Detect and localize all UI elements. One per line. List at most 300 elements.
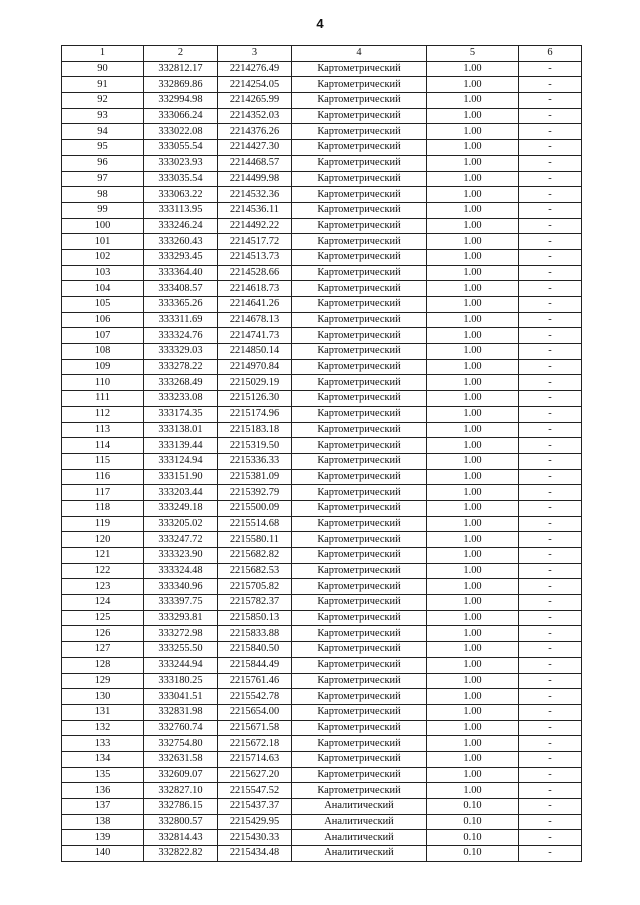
- y-coordinate-cell: 2215434.48: [218, 846, 292, 862]
- x-coordinate-cell: 333247.72: [144, 532, 218, 548]
- method-cell: Картометрический: [292, 704, 427, 720]
- y-coordinate-cell: 2215654.00: [218, 704, 292, 720]
- y-coordinate-cell: 2214376.26: [218, 124, 292, 140]
- point-number-cell: 140: [62, 846, 144, 862]
- note-cell: -: [519, 846, 582, 862]
- accuracy-cell: 1.00: [427, 359, 519, 375]
- accuracy-cell: 0.10: [427, 814, 519, 830]
- y-coordinate-cell: 2215714.63: [218, 751, 292, 767]
- table-row: [62, 720, 582, 736]
- point-number-cell: 138: [62, 814, 144, 830]
- accuracy-cell: 1.00: [427, 657, 519, 673]
- note-cell: -: [519, 406, 582, 422]
- point-number-cell: 110: [62, 375, 144, 391]
- accuracy-cell: 1.00: [427, 626, 519, 642]
- table-header-row: [62, 46, 582, 62]
- method-cell: Картометрический: [292, 391, 427, 407]
- note-cell: -: [519, 171, 582, 187]
- note-cell: -: [519, 93, 582, 109]
- method-cell: Картометрический: [292, 202, 427, 218]
- accuracy-cell: 1.00: [427, 453, 519, 469]
- coordinates-table: [61, 45, 582, 862]
- method-cell: Картометрический: [292, 453, 427, 469]
- note-cell: -: [519, 328, 582, 344]
- y-coordinate-cell: 2215682.82: [218, 548, 292, 564]
- x-coordinate-cell: 333293.45: [144, 249, 218, 265]
- note-cell: -: [519, 736, 582, 752]
- note-cell: -: [519, 579, 582, 595]
- accuracy-cell: 1.00: [427, 108, 519, 124]
- x-coordinate-cell: 333041.51: [144, 689, 218, 705]
- method-cell: Картометрический: [292, 140, 427, 156]
- point-number-cell: 104: [62, 281, 144, 297]
- accuracy-cell: 1.00: [427, 751, 519, 767]
- x-coordinate-cell: 332814.43: [144, 830, 218, 846]
- y-coordinate-cell: 2214536.11: [218, 202, 292, 218]
- method-cell: Картометрический: [292, 783, 427, 799]
- x-coordinate-cell: 333174.35: [144, 406, 218, 422]
- method-cell: Аналитический: [292, 830, 427, 846]
- note-cell: -: [519, 391, 582, 407]
- x-coordinate-cell: 333063.22: [144, 187, 218, 203]
- point-number-cell: 129: [62, 673, 144, 689]
- column-header: 2: [144, 46, 218, 62]
- note-cell: -: [519, 830, 582, 846]
- table-row: [62, 783, 582, 799]
- note-cell: -: [519, 485, 582, 501]
- method-cell: Картометрический: [292, 720, 427, 736]
- point-number-cell: 116: [62, 469, 144, 485]
- accuracy-cell: 1.00: [427, 61, 519, 77]
- point-number-cell: 130: [62, 689, 144, 705]
- x-coordinate-cell: 333055.54: [144, 140, 218, 156]
- note-cell: -: [519, 438, 582, 454]
- accuracy-cell: 1.00: [427, 642, 519, 658]
- y-coordinate-cell: 2215430.33: [218, 830, 292, 846]
- x-coordinate-cell: 333340.96: [144, 579, 218, 595]
- table-row: [62, 736, 582, 752]
- point-number-cell: 100: [62, 218, 144, 234]
- table-row: [62, 108, 582, 124]
- note-cell: -: [519, 657, 582, 673]
- table-body: [62, 61, 582, 861]
- point-number-cell: 131: [62, 704, 144, 720]
- point-number-cell: 101: [62, 234, 144, 250]
- y-coordinate-cell: 2214641.26: [218, 297, 292, 313]
- method-cell: Картометрический: [292, 297, 427, 313]
- method-cell: Картометрический: [292, 328, 427, 344]
- method-cell: Картометрический: [292, 673, 427, 689]
- y-coordinate-cell: 2215319.50: [218, 438, 292, 454]
- method-cell: Картометрический: [292, 234, 427, 250]
- x-coordinate-cell: 333022.08: [144, 124, 218, 140]
- point-number-cell: 112: [62, 406, 144, 422]
- accuracy-cell: 1.00: [427, 391, 519, 407]
- point-number-cell: 114: [62, 438, 144, 454]
- method-cell: Аналитический: [292, 799, 427, 815]
- y-coordinate-cell: 2215514.68: [218, 516, 292, 532]
- x-coordinate-cell: 333113.95: [144, 202, 218, 218]
- method-cell: Картометрический: [292, 657, 427, 673]
- point-number-cell: 123: [62, 579, 144, 595]
- y-coordinate-cell: 2215833.88: [218, 626, 292, 642]
- point-number-cell: 134: [62, 751, 144, 767]
- note-cell: -: [519, 265, 582, 281]
- accuracy-cell: 1.00: [427, 422, 519, 438]
- method-cell: Картометрический: [292, 469, 427, 485]
- y-coordinate-cell: 2215782.37: [218, 595, 292, 611]
- x-coordinate-cell: 333329.03: [144, 344, 218, 360]
- note-cell: -: [519, 720, 582, 736]
- x-coordinate-cell: 333268.49: [144, 375, 218, 391]
- y-coordinate-cell: 2215850.13: [218, 610, 292, 626]
- table-row: [62, 155, 582, 171]
- accuracy-cell: 1.00: [427, 438, 519, 454]
- method-cell: Картометрический: [292, 61, 427, 77]
- method-cell: Картометрический: [292, 485, 427, 501]
- x-coordinate-cell: 332812.17: [144, 61, 218, 77]
- note-cell: -: [519, 548, 582, 564]
- column-header: 1: [62, 46, 144, 62]
- method-cell: Картометрический: [292, 155, 427, 171]
- table-row: [62, 689, 582, 705]
- note-cell: -: [519, 516, 582, 532]
- accuracy-cell: 1.00: [427, 720, 519, 736]
- method-cell: Картометрический: [292, 438, 427, 454]
- method-cell: Картометрический: [292, 187, 427, 203]
- accuracy-cell: 1.00: [427, 548, 519, 564]
- note-cell: -: [519, 767, 582, 783]
- column-header: 4: [292, 46, 427, 62]
- note-cell: -: [519, 814, 582, 830]
- x-coordinate-cell: 333205.02: [144, 516, 218, 532]
- table-row: [62, 77, 582, 93]
- table-row: [62, 657, 582, 673]
- point-number-cell: 107: [62, 328, 144, 344]
- table-row: [62, 799, 582, 815]
- table-row: [62, 532, 582, 548]
- note-cell: -: [519, 312, 582, 328]
- table-row: [62, 218, 582, 234]
- point-number-cell: 124: [62, 595, 144, 611]
- note-cell: -: [519, 281, 582, 297]
- x-coordinate-cell: 333203.44: [144, 485, 218, 501]
- y-coordinate-cell: 2214276.49: [218, 61, 292, 77]
- y-coordinate-cell: 2215761.46: [218, 673, 292, 689]
- method-cell: Картометрический: [292, 77, 427, 93]
- table-row: [62, 140, 582, 156]
- table-row: [62, 453, 582, 469]
- method-cell: Картометрический: [292, 93, 427, 109]
- point-number-cell: 93: [62, 108, 144, 124]
- note-cell: -: [519, 297, 582, 313]
- x-coordinate-cell: 332760.74: [144, 720, 218, 736]
- accuracy-cell: 1.00: [427, 77, 519, 93]
- point-number-cell: 117: [62, 485, 144, 501]
- accuracy-cell: 1.00: [427, 171, 519, 187]
- table-row: [62, 281, 582, 297]
- point-number-cell: 92: [62, 93, 144, 109]
- method-cell: Картометрический: [292, 610, 427, 626]
- y-coordinate-cell: 2215580.11: [218, 532, 292, 548]
- point-number-cell: 125: [62, 610, 144, 626]
- table-row: [62, 124, 582, 140]
- x-coordinate-cell: 332631.58: [144, 751, 218, 767]
- y-coordinate-cell: 2215336.33: [218, 453, 292, 469]
- table-row: [62, 830, 582, 846]
- method-cell: Картометрический: [292, 516, 427, 532]
- page-number: 4: [316, 16, 324, 31]
- y-coordinate-cell: 2215174.96: [218, 406, 292, 422]
- y-coordinate-cell: 2215392.79: [218, 485, 292, 501]
- method-cell: Картометрический: [292, 375, 427, 391]
- point-number-cell: 109: [62, 359, 144, 375]
- accuracy-cell: 0.10: [427, 799, 519, 815]
- note-cell: -: [519, 689, 582, 705]
- x-coordinate-cell: 333364.40: [144, 265, 218, 281]
- table-row: [62, 595, 582, 611]
- accuracy-cell: 1.00: [427, 783, 519, 799]
- point-number-cell: 98: [62, 187, 144, 203]
- accuracy-cell: 1.00: [427, 610, 519, 626]
- method-cell: Картометрический: [292, 767, 427, 783]
- y-coordinate-cell: 2214265.99: [218, 93, 292, 109]
- table-row: [62, 187, 582, 203]
- y-coordinate-cell: 2215437.37: [218, 799, 292, 815]
- point-number-cell: 128: [62, 657, 144, 673]
- accuracy-cell: 1.00: [427, 328, 519, 344]
- point-number-cell: 97: [62, 171, 144, 187]
- note-cell: -: [519, 799, 582, 815]
- table-row: [62, 297, 582, 313]
- table-row: [62, 391, 582, 407]
- accuracy-cell: 1.00: [427, 187, 519, 203]
- table-row: [62, 422, 582, 438]
- method-cell: Картометрический: [292, 265, 427, 281]
- table-row: [62, 93, 582, 109]
- table-row: [62, 485, 582, 501]
- x-coordinate-cell: 333246.24: [144, 218, 218, 234]
- table-row: [62, 704, 582, 720]
- y-coordinate-cell: 2215672.18: [218, 736, 292, 752]
- y-coordinate-cell: 2214468.57: [218, 155, 292, 171]
- x-coordinate-cell: 333324.76: [144, 328, 218, 344]
- method-cell: Аналитический: [292, 814, 427, 830]
- method-cell: Картометрический: [292, 736, 427, 752]
- point-number-cell: 108: [62, 344, 144, 360]
- accuracy-cell: 1.00: [427, 563, 519, 579]
- method-cell: Картометрический: [292, 344, 427, 360]
- note-cell: -: [519, 610, 582, 626]
- table-row: [62, 359, 582, 375]
- point-number-cell: 102: [62, 249, 144, 265]
- x-coordinate-cell: 333244.94: [144, 657, 218, 673]
- method-cell: Картометрический: [292, 312, 427, 328]
- table-row: [62, 61, 582, 77]
- x-coordinate-cell: 333249.18: [144, 500, 218, 516]
- accuracy-cell: 1.00: [427, 202, 519, 218]
- method-cell: Картометрический: [292, 548, 427, 564]
- point-number-cell: 139: [62, 830, 144, 846]
- method-cell: Аналитический: [292, 846, 427, 862]
- x-coordinate-cell: 333066.24: [144, 108, 218, 124]
- table-row: [62, 846, 582, 862]
- accuracy-cell: 1.00: [427, 375, 519, 391]
- x-coordinate-cell: 333293.81: [144, 610, 218, 626]
- y-coordinate-cell: 2214517.72: [218, 234, 292, 250]
- y-coordinate-cell: 2214850.14: [218, 344, 292, 360]
- point-number-cell: 94: [62, 124, 144, 140]
- y-coordinate-cell: 2214532.36: [218, 187, 292, 203]
- accuracy-cell: 1.00: [427, 516, 519, 532]
- y-coordinate-cell: 2215682.53: [218, 563, 292, 579]
- method-cell: Картометрический: [292, 218, 427, 234]
- table-row: [62, 375, 582, 391]
- note-cell: -: [519, 422, 582, 438]
- method-cell: Картометрический: [292, 595, 427, 611]
- y-coordinate-cell: 2214741.73: [218, 328, 292, 344]
- point-number-cell: 118: [62, 500, 144, 516]
- x-coordinate-cell: 333151.90: [144, 469, 218, 485]
- table-row: [62, 548, 582, 564]
- note-cell: -: [519, 375, 582, 391]
- y-coordinate-cell: 2214352.03: [218, 108, 292, 124]
- note-cell: -: [519, 155, 582, 171]
- x-coordinate-cell: 332609.07: [144, 767, 218, 783]
- method-cell: Картометрический: [292, 359, 427, 375]
- table-row: [62, 814, 582, 830]
- x-coordinate-cell: 333324.48: [144, 563, 218, 579]
- table-row: [62, 469, 582, 485]
- point-number-cell: 121: [62, 548, 144, 564]
- method-cell: Картометрический: [292, 108, 427, 124]
- y-coordinate-cell: 2214970.84: [218, 359, 292, 375]
- y-coordinate-cell: 2214513.73: [218, 249, 292, 265]
- table-row: [62, 610, 582, 626]
- y-coordinate-cell: 2215671.58: [218, 720, 292, 736]
- accuracy-cell: 1.00: [427, 532, 519, 548]
- point-number-cell: 99: [62, 202, 144, 218]
- accuracy-cell: 1.00: [427, 485, 519, 501]
- note-cell: -: [519, 344, 582, 360]
- x-coordinate-cell: 333272.98: [144, 626, 218, 642]
- y-coordinate-cell: 2215381.09: [218, 469, 292, 485]
- x-coordinate-cell: 333180.25: [144, 673, 218, 689]
- point-number-cell: 120: [62, 532, 144, 548]
- note-cell: -: [519, 359, 582, 375]
- note-cell: -: [519, 187, 582, 203]
- note-cell: -: [519, 642, 582, 658]
- x-coordinate-cell: 333138.01: [144, 422, 218, 438]
- x-coordinate-cell: 332786.15: [144, 799, 218, 815]
- point-number-cell: 119: [62, 516, 144, 532]
- x-coordinate-cell: 333278.22: [144, 359, 218, 375]
- note-cell: -: [519, 124, 582, 140]
- table-row: [62, 328, 582, 344]
- point-number-cell: 126: [62, 626, 144, 642]
- x-coordinate-cell: 333035.54: [144, 171, 218, 187]
- accuracy-cell: 1.00: [427, 281, 519, 297]
- x-coordinate-cell: 332869.86: [144, 77, 218, 93]
- note-cell: -: [519, 563, 582, 579]
- x-coordinate-cell: 332831.98: [144, 704, 218, 720]
- accuracy-cell: 1.00: [427, 297, 519, 313]
- note-cell: -: [519, 234, 582, 250]
- point-number-cell: 115: [62, 453, 144, 469]
- table-row: [62, 171, 582, 187]
- point-number-cell: 105: [62, 297, 144, 313]
- note-cell: -: [519, 673, 582, 689]
- accuracy-cell: 1.00: [427, 155, 519, 171]
- x-coordinate-cell: 333023.93: [144, 155, 218, 171]
- point-number-cell: 111: [62, 391, 144, 407]
- y-coordinate-cell: 2214427.30: [218, 140, 292, 156]
- accuracy-cell: 0.10: [427, 846, 519, 862]
- x-coordinate-cell: 333365.26: [144, 297, 218, 313]
- method-cell: Картометрический: [292, 751, 427, 767]
- y-coordinate-cell: 2215547.52: [218, 783, 292, 799]
- accuracy-cell: 1.00: [427, 124, 519, 140]
- table-row: [62, 234, 582, 250]
- note-cell: -: [519, 218, 582, 234]
- y-coordinate-cell: 2214492.22: [218, 218, 292, 234]
- note-cell: -: [519, 595, 582, 611]
- accuracy-cell: 1.00: [427, 689, 519, 705]
- note-cell: -: [519, 783, 582, 799]
- method-cell: Картометрический: [292, 124, 427, 140]
- note-cell: -: [519, 469, 582, 485]
- point-number-cell: 90: [62, 61, 144, 77]
- accuracy-cell: 1.00: [427, 249, 519, 265]
- point-number-cell: 103: [62, 265, 144, 281]
- x-coordinate-cell: 332822.82: [144, 846, 218, 862]
- y-coordinate-cell: 2214678.13: [218, 312, 292, 328]
- y-coordinate-cell: 2215705.82: [218, 579, 292, 595]
- note-cell: -: [519, 453, 582, 469]
- column-header: 5: [427, 46, 519, 62]
- accuracy-cell: 1.00: [427, 500, 519, 516]
- table-row: [62, 265, 582, 281]
- point-number-cell: 113: [62, 422, 144, 438]
- point-number-cell: 133: [62, 736, 144, 752]
- y-coordinate-cell: 2215183.18: [218, 422, 292, 438]
- method-cell: Картометрический: [292, 249, 427, 265]
- note-cell: -: [519, 751, 582, 767]
- method-cell: Картометрический: [292, 171, 427, 187]
- table-row: [62, 751, 582, 767]
- method-cell: Картометрический: [292, 563, 427, 579]
- table-row: [62, 516, 582, 532]
- method-cell: Картометрический: [292, 422, 427, 438]
- x-coordinate-cell: 333260.43: [144, 234, 218, 250]
- x-coordinate-cell: 332994.98: [144, 93, 218, 109]
- table-row: [62, 344, 582, 360]
- accuracy-cell: 1.00: [427, 579, 519, 595]
- table-row: [62, 202, 582, 218]
- accuracy-cell: 1.00: [427, 406, 519, 422]
- accuracy-cell: 1.00: [427, 265, 519, 281]
- table-row: [62, 579, 582, 595]
- point-number-cell: 122: [62, 563, 144, 579]
- table-row: [62, 673, 582, 689]
- y-coordinate-cell: 2215429.95: [218, 814, 292, 830]
- x-coordinate-cell: 332754.80: [144, 736, 218, 752]
- method-cell: Картометрический: [292, 532, 427, 548]
- accuracy-cell: 1.00: [427, 140, 519, 156]
- note-cell: -: [519, 202, 582, 218]
- point-number-cell: 127: [62, 642, 144, 658]
- point-number-cell: 95: [62, 140, 144, 156]
